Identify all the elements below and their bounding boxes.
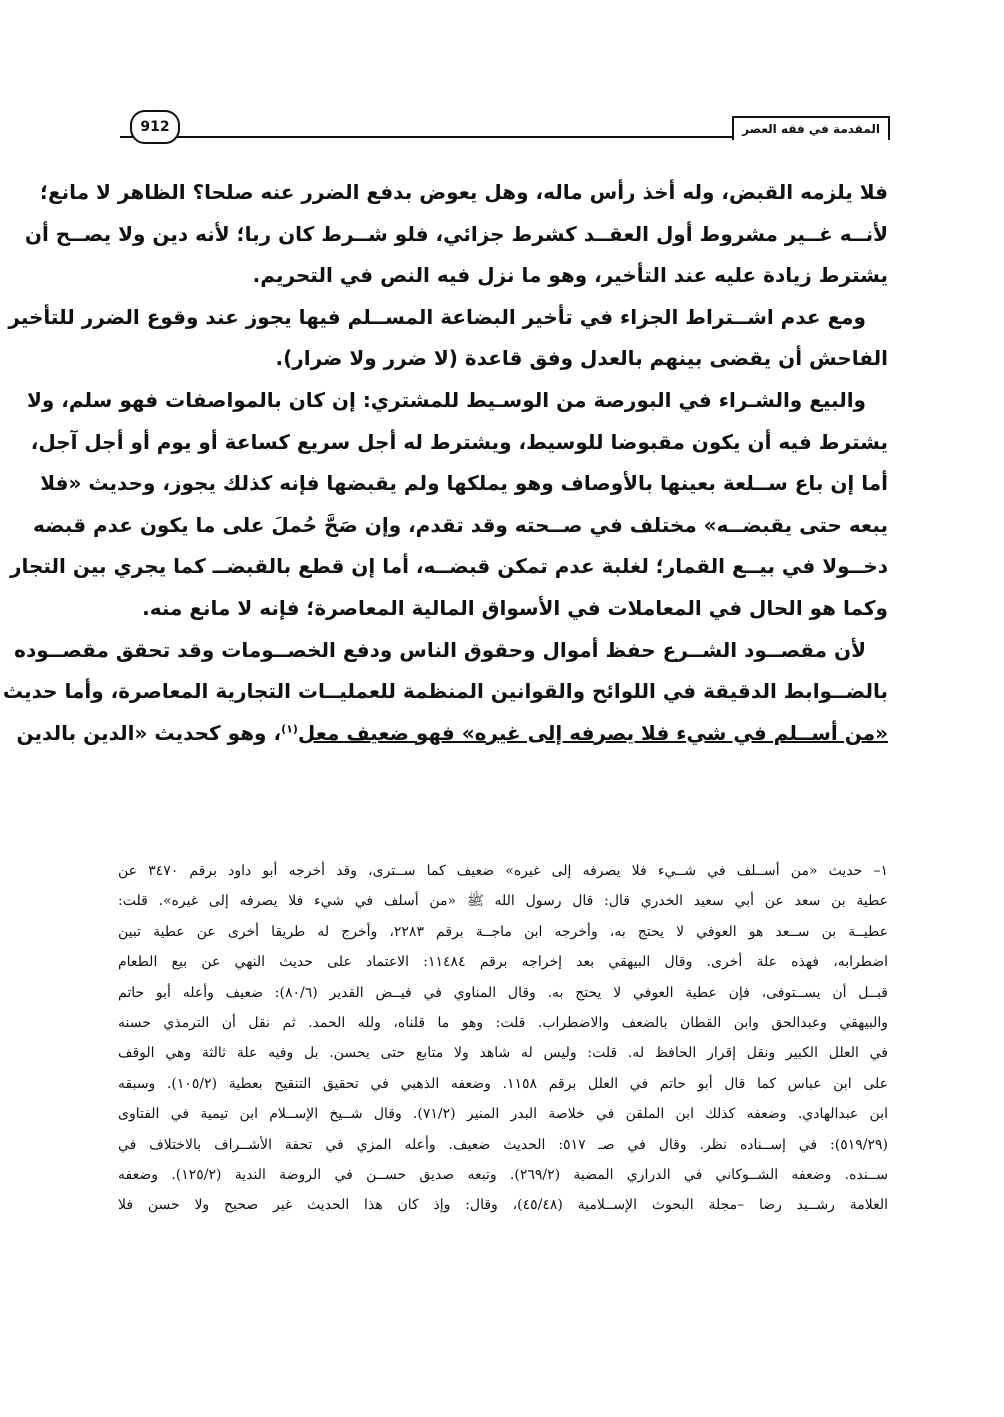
footnote-line: والبيهقي وعبدالحق وابن القطان بالضعف والاضطراب. قلت: وهو ما قلناه، ولله الحمد. ثم نقل أن الترمذي حسنه: [118, 1014, 888, 1031]
underlined-quote: «من أســلم في شيء فلا يصرفه إلى غيره» فهو ضعيف معل: [297, 720, 888, 745]
footnote-line: في العلل الكبير ونقل إقرار الحافظ له. قلت: وليس له شاهد ولا متابع حتى يحسن. بل وفيه علة ثالثة وهي الوقف: [118, 1045, 888, 1062]
text-line: [16, 713, 888, 755]
text-line: وكما هو الحال في المعاملات في الأسواق المالية المعاصرة؛ فإنه لا مانع منه.: [142, 595, 888, 620]
book-title: المقدمة في فقه العصر: [732, 116, 890, 140]
text-line: [26, 380, 888, 422]
footnote-line: اضطرابه، فهذه علة أخرى. وقال البيهقي بعد إخراجه برقم ١١٤٨٤: الاعتماد على حديث النهي عن بيع الطعام: [118, 954, 888, 971]
footnote-line: ابن عبدالهادي. وضعفه كذلك ابن الملقن في خلاصة البدر المنير (٧١/٢). وقال شــيخ الإســلام ابن تيمية في الفتاوى: [118, 1106, 888, 1123]
footnote-line: ١– حديث «من أســلف في شــيء فلا يصرفه إلى غيره» ضعيف كما ســترى، وقد أخرجه أبو داود برقم ٣٤٧٠ عن: [118, 863, 888, 879]
footnote-line: (٥١٩/٢٩): في إســناده نظر. وقال في صـ ٥١٧: الحديث ضعيف. وأعله المزي في تحفة الأشــراف بالاختلاف في: [118, 1136, 888, 1153]
text-line: دخــولا في بيــع القمار؛ لغلبة عدم تمكن قبضــه، أما إن قطع بالقبضــ كما يجري بين التجار: [9, 554, 888, 579]
footnote-line: ســنده. وضعفه الشــوكاني في الدراري المضية (٢٦٩/٢). وتبعه صديق حســن في الروضة الندية (١٢٥/٢). وضعفه: [118, 1166, 888, 1183]
footnote-line: العلامة رشــيد رضا –مجلة البحوث الإســلامية (٤٥/٤٨)، وقال: وإذ كان هذا الحديث غير صحيح ولا حسن فلا: [118, 1197, 888, 1214]
text-line: أما إن باع ســلعة بعينها بالأوصاف وهو يملكها ولم يقبضها فإنه كذلك يجوز، وحديث «فلا: [40, 471, 888, 496]
text-line: لأنــه غــير مشروط أول العقــد كشرط جزائي، فلو شــرط كان ربا؛ لأنه دين ولا يصــح أن: [24, 221, 888, 246]
section-lead: والبيع والشـراء في البورصة من الوسـيط للمشتري:: [362, 387, 866, 412]
running-header: [120, 106, 890, 146]
text-run: ، وهو كحديث «الدين بالدين: [16, 720, 282, 745]
text-run: إن كان بالمواصفات فهو سلم، ولا: [26, 387, 363, 412]
page-number: 912: [130, 110, 180, 144]
text-line: الفاحش أن يقضى بينهم بالعدل وفق قاعدة (لا ضرر ولا ضرار).: [275, 346, 888, 371]
text-line: يبعه حتى يقبضــه» مختلف في صــحته وقد تقدم، وإن صَحَّ حُملَ على ما يكون عدم قبضه: [32, 512, 888, 537]
footnote-line: قبــل أن يســتوفى، فإن عطية العوفي لا يحتج به. وقال المناوي في فيــض القدير (٨٠/٦): ضعيف وأعله أبو حاتم: [118, 984, 888, 1001]
footnotes: [118, 856, 888, 1221]
text-line: فلا يلزمه القبض، وله أخذ رأس ماله، وهل يعوض بدفع الضرر عنه صلحا؟ الظاهر لا مانع؛: [40, 180, 888, 204]
footnote-ref[interactable]: (١): [281, 722, 298, 736]
footnote-line: عطيــة بن ســعد هو العوفي لا يحتج به، وأخرجه ابن ماجــة برقم ٢٢٨٣، وأخرج له طريقا أخرى عن عطية تبين: [118, 923, 888, 940]
footnote-line: على ابن عباس كما قال أبو حاتم في العلل برقم ١١٥٨. وضعفه الذهبي في تحقيق التنقيح بعطية (١٠٥/٢). وسبقه: [118, 1075, 889, 1092]
text-line: لأن مقصــود الشــرع حفظ أموال وحقوق الناس ودفع الخصــومات وقد تحقق مقصــوده: [14, 637, 866, 662]
text-line: يشترط فيه أن يكون مقبوضا للوسيط، ويشترط له أجل سريع كساعة أو يوم أو أجل آجل،: [30, 429, 888, 454]
text-line: يشترط زيادة عليه عند التأخير، وهو ما نزل فيه النص في التحريم.: [252, 263, 888, 288]
main-text: [2, 172, 888, 754]
text-line: ومع عدم اشــتراط الجزاء في تأخير البضاعة المســلم فيها يجوز عند وقوع الضرر للتأخير: [8, 304, 866, 329]
text-line: بالضــوابط الدقيقة في اللوائح والقوانين المنظمة للعمليــات التجارية المعاصرة، وأما حديث: [2, 679, 888, 704]
footnote-line: عطية بن سعد عن أبي سعيد الخدري قال: قال رسول الله ﷺ «من أسلف في شيء فلا يصرفه إلى غيره». قلت:: [118, 893, 888, 910]
